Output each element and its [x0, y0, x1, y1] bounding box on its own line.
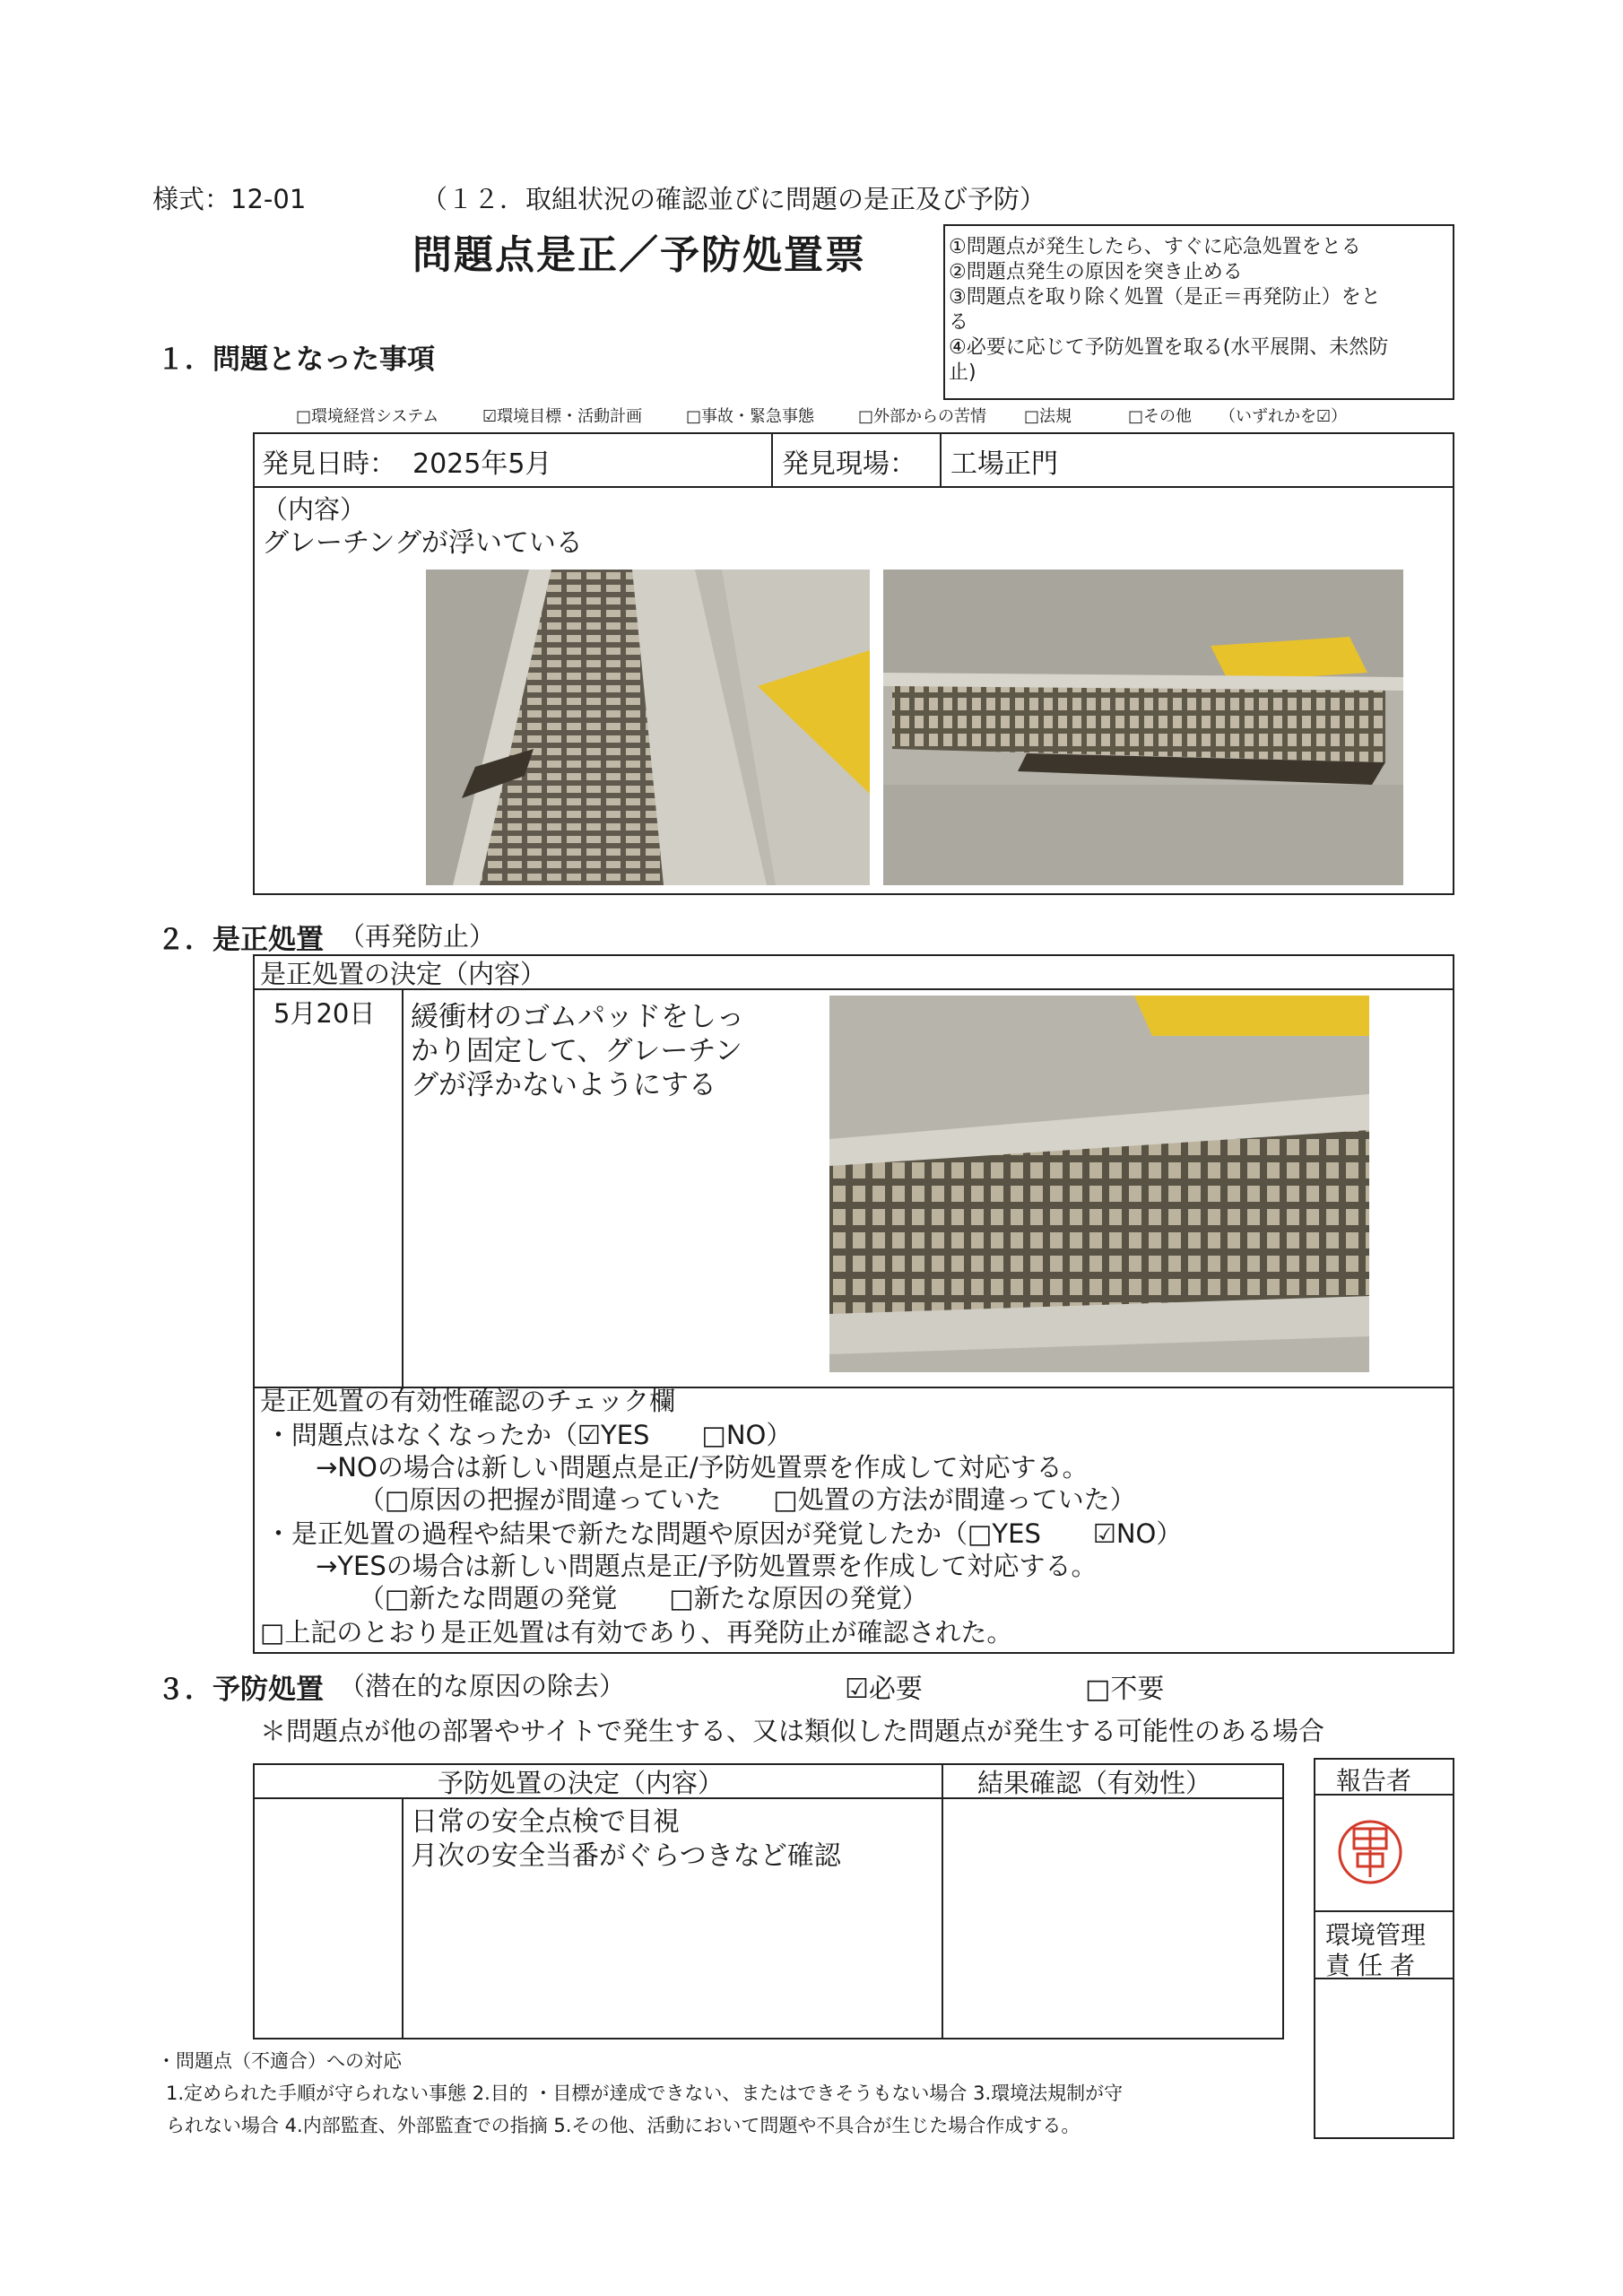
manager-label-1: 環境管理	[1325, 1920, 1427, 1950]
action-line-1: 緩衝材のゴムパッドをしっ	[411, 1001, 744, 1033]
category-3: □事故・緊急事態	[686, 407, 815, 426]
section-2-subheading: （再発防止）	[339, 921, 496, 952]
footer-line-1: 1.定められた手順が守られない事態 2.目的 ・目標が達成できない、またはできそうもない場合 3.環境法規制が守	[166, 2083, 1124, 2104]
action-line-2: かり固定して、グレーチン	[411, 1035, 742, 1067]
col-divider	[942, 1763, 943, 2039]
seal-stamp	[1334, 1816, 1406, 1888]
section-2-heading: ２．是正処置	[157, 924, 324, 956]
found-date-label: 発見日時：	[262, 448, 396, 480]
category-1: □環境経営システム	[296, 407, 439, 426]
check-line-6: （□新たな問題の発覚 □新たな原因の発覚）	[359, 1583, 928, 1613]
step-4: ④必要に応じて予防処置を取る(水平展開、未然防	[949, 336, 1389, 359]
action-line-3: グが浮かないようにする	[411, 1069, 716, 1101]
result-header: 結果確認（有効性）	[977, 1768, 1212, 1798]
action-date: 5月20日	[273, 998, 376, 1029]
col-divider	[402, 1797, 404, 2039]
grating-photo-3	[829, 996, 1369, 1372]
category-4: □外部からの苦情	[858, 407, 987, 426]
decision-line-2: 月次の安全当番がぐらつきなど確認	[411, 1840, 841, 1872]
check-line-2: →NOの場合は新しい問題点是正/予防処置票を作成して対応する。	[316, 1452, 1089, 1483]
section-3-table	[253, 1763, 1284, 2039]
content-text: グレーチングが浮いている	[262, 527, 583, 559]
step-3-cont: る	[949, 311, 969, 334]
content-label: （内容）	[262, 494, 367, 525]
form-category: （１２．取組状況の確認並びに問題の是正及び予防）	[421, 184, 1046, 214]
section-3-heading: ３．予防処置	[157, 1674, 324, 1706]
manager-label-2: 責任者	[1325, 1951, 1423, 1980]
grating-photo-2	[883, 570, 1403, 885]
category-2: ☑環境目標・活動計画	[482, 407, 643, 426]
decision-line-1: 日常の安全点検で目視	[411, 1806, 680, 1838]
footer-title: ・問題点（不適合）への対応	[157, 2050, 402, 2072]
footer-line-2: られない場合 4.内部監査、外部監査での指摘 5.その他、活動において問題や不具合が生じた場合作成する。	[166, 2115, 1081, 2136]
check-title: 是正処置の有効性確認のチェック欄	[260, 1386, 676, 1416]
decision-label: 是正処置の決定（内容）	[260, 959, 547, 989]
check-line-3: （□原因の把握が間違っていた □処置の方法が間違っていた）	[359, 1484, 1136, 1515]
not-required-check: □不要	[1085, 1674, 1165, 1705]
row-divider	[253, 486, 1454, 488]
required-check: ☑必要	[845, 1674, 923, 1705]
step-3: ③問題点を取り除く処置（是正＝再発防止）をと	[949, 286, 1381, 309]
found-place-label: 発見現場：	[782, 448, 916, 480]
check-line-5: →YESの場合は新しい問題点是正/予防処置票を作成して対応する。	[316, 1551, 1098, 1581]
step-2: ②問題点発生の原因を突き止める	[949, 261, 1243, 283]
decision-header: 予防処置の決定（内容）	[438, 1768, 725, 1798]
col-divider	[402, 988, 404, 1387]
check-line-1: ・問題点はなくなったか（☑YES □NO）	[265, 1420, 793, 1450]
check-line-7: □上記のとおり是正処置は有効であり、再発防止が確認された。	[260, 1617, 1013, 1648]
col-divider	[940, 432, 942, 486]
category-6: □その他	[1128, 407, 1193, 426]
check-line-4: ・是正処置の過程や結果で新たな問題や原因が発覚したか（□YES ☑NO）	[265, 1518, 1183, 1549]
found-date-value: 2025年5月	[412, 448, 552, 480]
step-1: ①問題点が発生したら、すぐに応急処置をとる	[949, 236, 1361, 258]
category-5: □法規	[1024, 407, 1072, 426]
row-divider	[1314, 1910, 1454, 1912]
grating-photo-1	[426, 570, 870, 885]
section-3-note: ＊問題点が他の部署やサイトで発生する、又は類似した問題点が発生する可能性のある場合	[260, 1716, 1324, 1746]
section-3-subheading: （潜在的な原因の除去）	[339, 1671, 626, 1701]
col-divider	[771, 432, 773, 486]
form-number: 様式：12-01	[152, 184, 307, 214]
found-place-value: 工場正門	[950, 448, 1058, 480]
section-1-heading: １．問題となった事項	[157, 344, 435, 376]
step-4-cont: 止)	[949, 361, 976, 384]
page-title: 問題点是正／予防処置票	[412, 232, 866, 278]
categories-note: （いずれかを☑）	[1219, 407, 1348, 426]
reporter-label: 報告者	[1336, 1766, 1412, 1796]
steps-box	[943, 224, 1454, 400]
